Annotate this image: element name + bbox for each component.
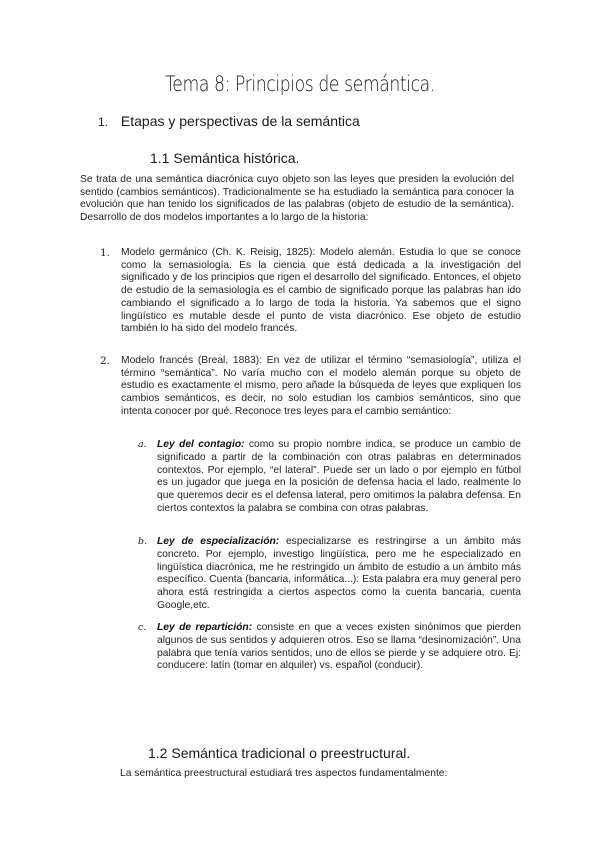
law-letter: c. xyxy=(138,622,147,633)
list-number: 2. xyxy=(100,355,111,367)
section-1-number: 1. xyxy=(98,115,109,129)
list-item-text: Modelo francés (Breal, 1883): En vez de utilizar el término “semasiología”, utiliza el término “semántica”. No varía mucho con el modelo alemán porque su objeto de estudio es exactamente el mismo, pero añade la búsqueda de leyes que expliquen los cambios semánticos, es decir, no solo estudian los cambios semánticos, sino que intenta conocer por qué. Reconoce tres leyes para el cambio semántico: xyxy=(121,355,521,417)
law-name: Ley del contagio: xyxy=(157,439,245,450)
law-text-block xyxy=(157,622,521,673)
section-1-heading xyxy=(98,113,360,129)
subsection-1-2-heading: 1.2 Semántica tradicional o preestructural. xyxy=(148,745,411,761)
law-letter: b. xyxy=(138,536,148,547)
subsection-1-2-paragraph: La semántica preestructural estudiará tres aspectos fundamentalmente: xyxy=(120,768,448,779)
list-number: 1. xyxy=(100,247,111,259)
intro-paragraph: Se trata de una semántica diacrónica cuyo objeto son las leyes que presiden la evolución del sentido (cambios semánticos). Tradicionalmente se ha estudiado la semántica para conocer la evolución que han tenido los significados de las palabras (objeto de estudio de la semántica). Desarrollo de dos modelos importantes a lo largo de la historia: xyxy=(80,174,514,224)
law-text-block xyxy=(157,439,521,516)
law-description: consiste en que a veces existen sinónimos que pierden algunos de sus sentidos y adquieren otros. Eso se llama “desinomización”. Una palabra que tenía varios sentidos, uno de ellos se pierde y se adquiere otro. Ej: conducere: latín (tomar en alquiler) vs. español (conducir). xyxy=(157,622,521,672)
law-name: Ley de especialización: xyxy=(157,536,280,547)
section-1-title: Etapas y perspectivas de la semántica xyxy=(120,113,360,129)
law-letter: a. xyxy=(138,439,147,450)
subsection-1-1-heading: 1.1 Semántica histórica. xyxy=(150,150,300,166)
law-description: especializarse es restringirse a un ámbito más concreto. Por ejemplo, investigo lingüística, pero me he especializado en lingüística diacrónica, me he restringido un ámbito de estudio a un ámbito más específico. Cuenta (bancaria, informática...): Esta palabra era muy general pero ahora está restringida a ciertos aspectos como la cuenta bancaria, cuenta Google,etc. xyxy=(157,536,521,611)
document-title: Tema 8: Principios de semántica. xyxy=(165,72,435,96)
law-text-block xyxy=(157,536,521,613)
law-name: Ley de repartición: xyxy=(157,622,253,633)
law-description: como su propio nombre indica, se produce un cambio de significado a partir de la combinación con otras palabras en determinados contextos. Por ejemplo, “el lateral”. Puede ser un lado o por ejemplo en fútbol es un jugador que juega en la posición de defensa hacia el lado, realmente lo que queremos decir es el defensa lateral, pero omitimos la palabra defensa. En ciertos contextos la palabra se combina con otras palabras. xyxy=(157,439,521,514)
list-item-text: Modelo germánico (Ch. K. Reisig, 1825): Modelo alemán. Estudia lo que se conoce como la semasiología. Es la ciencia que está dedicada a la investigación del significado y de los principios que rigen el desarrollo del significado. Entonces, el objeto de estudio de la semasiología es el cambio de significado porque las palabras han ido cambiando el significado a lo largo de toda la historia. Ya sabemos que el signo lingüístico es mutable desde el punto de vista diacrónico. Ese objeto de estudio también lo ha sido del modelo francés. xyxy=(121,247,521,335)
